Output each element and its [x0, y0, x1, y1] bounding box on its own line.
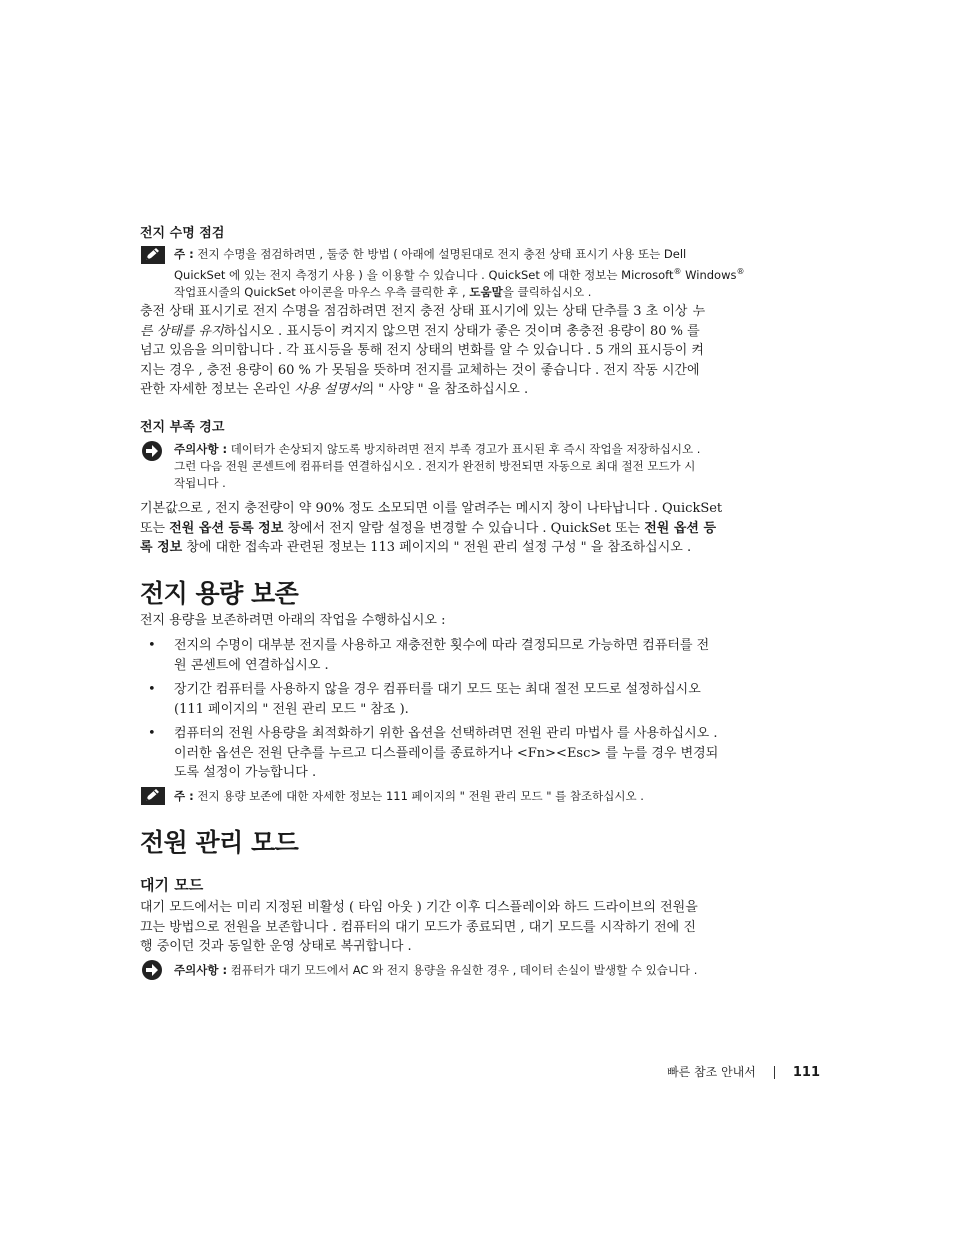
- bullet: •: [148, 638, 156, 653]
- note-label: 주 :: [174, 789, 194, 803]
- paragraph-low-battery: [140, 499, 816, 558]
- text-line: (111 페이지의 " 전원 관리 모드 " 참조 ).: [174, 701, 409, 717]
- text-line: 관한 자세한 정보는 온라인: [140, 382, 295, 397]
- text-line: 하십시오 . 표시등이 켜지지 않으면 전지 상태가 좋은 것이며 총충전 용량이 80 % 를: [223, 323, 700, 339]
- note-label: 주 :: [174, 247, 194, 261]
- text-line: 그런 다음 전원 콘센트에 컴퓨터를 연결하십시오 . 전지가 완전히 방전되면 자동으로 최대 절전 모드가 시: [174, 459, 696, 473]
- footer-title: 빠른 참조 안내서: [667, 1065, 756, 1079]
- heading-battery-life-check: 전지 수명 점검: [140, 226, 225, 241]
- power-options-label: 전원 옵션 등록 정보: [169, 520, 284, 536]
- text-line: 충전 상태 표시기로 전지 수명을 점검하려면 전지 충전 상태 표시기에 있는 상태 단추를 3 초 이상: [140, 304, 692, 319]
- registered-mark: ®: [673, 267, 682, 276]
- text-line: 의 " 사양 " 을 참조하십시오 .: [361, 382, 529, 397]
- power-options-label: 록 정보: [140, 540, 183, 555]
- note-line-2b: Windows: [681, 267, 737, 282]
- note-line-2a: QuickSet 에 있는 전지 측정기 사용 ) 을 이용할 수 있습니다 . QuickSet 에 대한 정보는 Microsoft: [174, 267, 674, 282]
- text-line: 컴퓨터가 대기 모드에서 AC 와 전지 용량을 유실한 경우 , 데이터 손실이 발생할 수 있습니다 .: [230, 963, 698, 977]
- notice-label: 주의사항 :: [174, 963, 228, 977]
- notice-arrow-icon: [141, 959, 163, 981]
- text-line: 전지 용량 보존에 대한 자세한 정보는 111 페이지의 " 전원 관리 모드 " 를 참조하십시오 .: [197, 789, 644, 803]
- text-line: 장기간 컴퓨터를 사용하지 않을 경우 컴퓨터를 대기 모드 또는 최대 절전 모드로 설정하십시오: [174, 682, 701, 697]
- note-line-3b: 을 클릭하십시오 .: [502, 284, 592, 299]
- intro-conserve-battery: 전지 용량을 보존하려면 아래의 작업을 수행하십시오 :: [140, 613, 446, 628]
- text-line: 작됩니다 .: [174, 476, 226, 490]
- paragraph-standby-mode: [140, 898, 816, 957]
- text-line: 행 중이던 것과 동일한 운영 상태로 복귀합니다 .: [140, 939, 412, 954]
- text-line: 원 콘센트에 연결하십시오 .: [174, 657, 329, 673]
- notice-low-battery: [174, 441, 820, 492]
- text-line: 넘고 있음을 의미합니다 . 각 표시등을 통해 전지 상태의 변화를 알 수 있습니다 . 5 개의 표시등이 켜: [140, 343, 704, 358]
- note-battery-life: [174, 246, 814, 301]
- heading-conserve-battery: 전지 용량 보존: [140, 579, 299, 608]
- bullet: •: [148, 682, 156, 697]
- bullet: •: [148, 726, 156, 741]
- conserve-battery-list: [140, 636, 816, 788]
- text-line: 끄는 방법으로 전원을 보존합니다 . 컴퓨터의 대기 모드가 종료되면 , 대기 모드를 시작하기 전에 진: [140, 919, 696, 935]
- note-line-1: 전지 수명을 점검하려면 , 둘중 한 방법 ( 아래에 설명된대로 전지 충전 상태 표시기 사용 또는 Dell: [197, 247, 687, 261]
- notice-label: 주의사항 :: [174, 442, 228, 456]
- page-footer: [667, 1063, 820, 1080]
- page-number: 111: [792, 1065, 820, 1080]
- text-line: 창에 대한 접속과 관련된 정보는 113 페이지의 " 전원 관리 설정 구성 " 을 참조하십시오 .: [182, 540, 692, 555]
- notice-standby-mode: [174, 962, 820, 979]
- text-line: 데이터가 손상되지 않도록 방지하려면 전지 부족 경고가 표시된 후 즉시 작업을 저장하십시오 .: [230, 442, 701, 456]
- power-options-label: 전원 옵션 등: [644, 520, 717, 536]
- text-line: 이러한 옵션은 전원 단추를 누르고 디스플레이를 종료하거나 <Fn><Esc> 를 누를 경우 변경되: [174, 745, 719, 761]
- text-line: 창에서 전지 알람 설정을 변경할 수 있습니다 . QuickSet 또는: [283, 520, 645, 536]
- heading-low-battery-warning: 전지 부족 경고: [140, 420, 225, 435]
- note-pencil-icon: [141, 246, 165, 264]
- heading-standby-mode: 대기 모드: [140, 876, 204, 894]
- list-item: [140, 724, 816, 783]
- text-line: 대기 모드에서는 미리 지정된 비활성 ( 타임 아웃 ) 기간 이후 디스플레이와 하드 드라이브의 전원을: [140, 900, 698, 915]
- italic-text: 른 상태를 유지: [140, 323, 224, 339]
- text-line: 컴퓨터의 전원 사용량을 최적화하기 위한 옵션을 선택하려면 전원 관리 마법사 를 사용하십시오 .: [174, 726, 718, 741]
- notice-arrow-icon: [141, 440, 163, 462]
- note-conserve-battery: [174, 788, 814, 805]
- heading-power-management-modes: 전원 관리 모드: [140, 828, 299, 857]
- text-line: 또는: [140, 520, 170, 536]
- footer-separator: [774, 1066, 775, 1079]
- list-item: [140, 680, 816, 719]
- italic-text: 누: [691, 304, 705, 319]
- text-line: 전지의 수명이 대부분 전지를 사용하고 재충전한 횟수에 따라 결정되므로 가능하면 컴퓨터를 전: [174, 638, 710, 653]
- text-line: 도록 설정이 가능합니다 .: [174, 765, 317, 780]
- manual-title: 사용 설명서: [294, 382, 362, 397]
- list-item: [140, 636, 816, 675]
- help-menu-label: 도움말: [469, 284, 503, 299]
- note-pencil-icon: [141, 787, 165, 805]
- paragraph-battery-life: [140, 302, 816, 400]
- text-line: 기본값으로 , 전지 충전량이 약 90% 정도 소모되면 이를 알려주는 메시지 창이 나타납니다 . QuickSet: [140, 501, 723, 516]
- text-line: 지는 경우 , 충전 용량이 60 % 가 못됨을 뜻하며 전지를 교체하는 것이 좋습니다 . 전지 작동 시간에: [140, 362, 700, 378]
- registered-mark: ®: [736, 267, 745, 276]
- note-line-3a: 작업표시줄의 QuickSet 아이콘을 마우스 우측 클릭한 후 ,: [174, 284, 470, 299]
